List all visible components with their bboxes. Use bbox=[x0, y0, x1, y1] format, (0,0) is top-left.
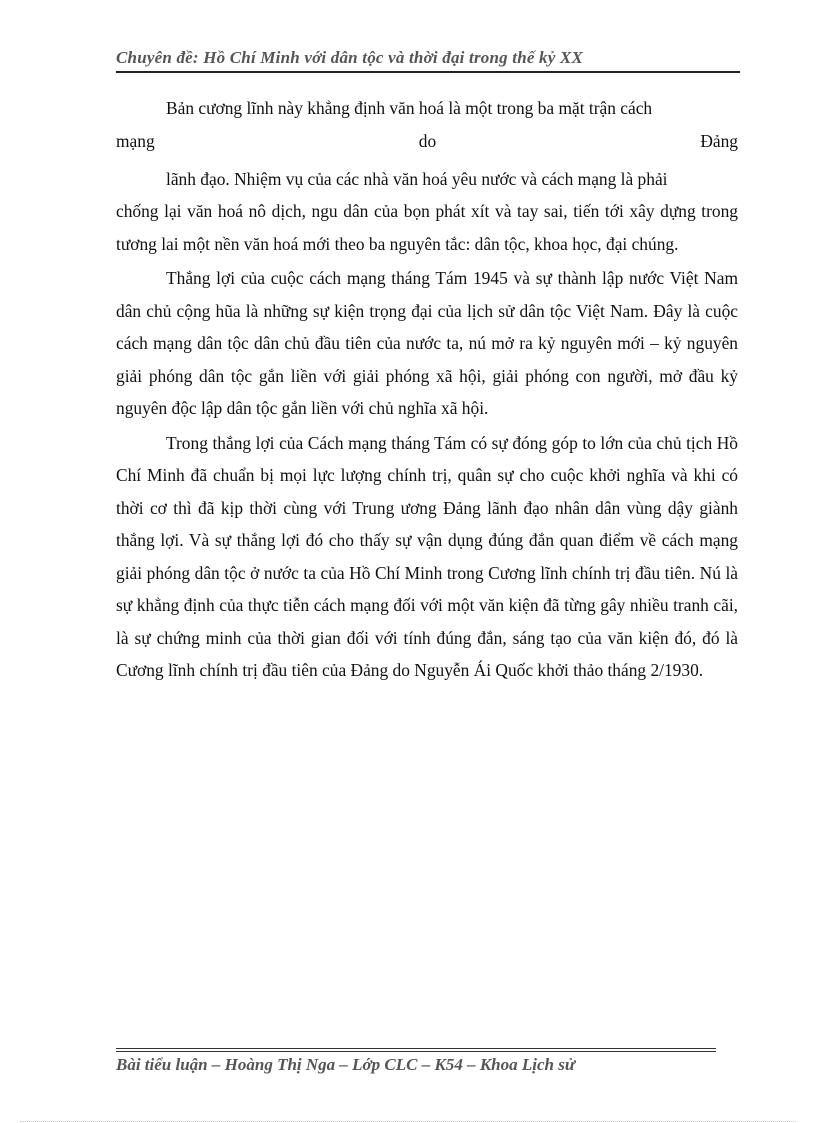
paragraph-2: Thắng lợi của cuộc cách mạng tháng Tám 1945 và sự thành lập nước Việt Nam dân chủ cộng hũa là những sự kiện trọng đại của lịch sử dân tộc Việt Nam. Đây là cuộc cách mạng dân tộc dân chủ đầu tiên của nước ta, nú mở ra kỷ nguyên mới – kỷ nguyên giải phóng dân tộc gắn liền với giải phóng xã hội, giải phóng con người, mở đầu kỷ nguyên độc lập dân tộc gắn liền với chủ nghĩa xã hội. bbox=[116, 268, 738, 418]
paragraph-1-continuation: chống lại văn hoá nô dịch, ngu dân của bọn phát xít và tay sai, tiến tới xây dựng trong tương lai một nền văn hoá mới theo ba nguyên tắc: dân tộc, khoa học, đại chúng. bbox=[116, 201, 738, 254]
paragraph-1-line-1: Bản cương lĩnh này khẳng định văn hoá là một trong ba mặt trận cách bbox=[166, 98, 653, 118]
footer-rule-bottom bbox=[116, 1051, 716, 1052]
page-header: Chuyên đề: Hồ Chí Minh với dân tộc và thời đại trong thế kỷ XX bbox=[116, 48, 584, 67]
paragraph-3: Trong thắng lợi của Cách mạng tháng Tám có sự đóng góp to lớn của chủ tịch Hồ Chí Minh đã chuẩn bị mọi lực lượng chính trị, quân sự cho cuộc khởi nghĩa và khi có thời cơ thì đã kịp thời cùng với Trung ương Đảng lãnh đạo nhân dân vùng dậy giành thắng lợi. Và sự thắng lợi đó cho thấy sự vận dụng đúng đắn quan điểm về cách mạng giải phóng dân tộc ở nước ta của Hồ Chí Minh trong Cương lĩnh chính trị đầu tiên. Nú là sự khẳng định của thực tiễn cách mạng đối với một văn kiện đã từng gây nhiều tranh cãi, là sự chứng minh của thời gian đối với tính đúng đắn, sáng tạo của văn kiện đó, đó là Cương lĩnh chính trị đầu tiên của Đảng do Nguyễn Ái Quốc khởi thảo tháng 2/1930. bbox=[116, 432, 738, 680]
paragraph-1-word: mạng bbox=[116, 130, 155, 151]
footer-rule-top bbox=[116, 1048, 716, 1049]
header-divider bbox=[116, 71, 740, 73]
page-footer: Bài tiểu luận – Hoàng Thị Nga – Lớp CLC – K54 – Khoa Lịch sử bbox=[116, 1055, 576, 1074]
document-body bbox=[116, 92, 738, 687]
paragraph-1-word: do bbox=[418, 130, 437, 151]
page-edge bbox=[20, 1121, 796, 1122]
paragraph-1-word: Đảng bbox=[700, 130, 738, 151]
paragraph-1-continuation-first: lãnh đạo. Nhiệm vụ của các nhà văn hoá yêu nước và cách mạng là phải bbox=[166, 168, 668, 189]
paragraph-1-line-2 bbox=[116, 125, 738, 157]
footer-divider bbox=[116, 1048, 716, 1052]
